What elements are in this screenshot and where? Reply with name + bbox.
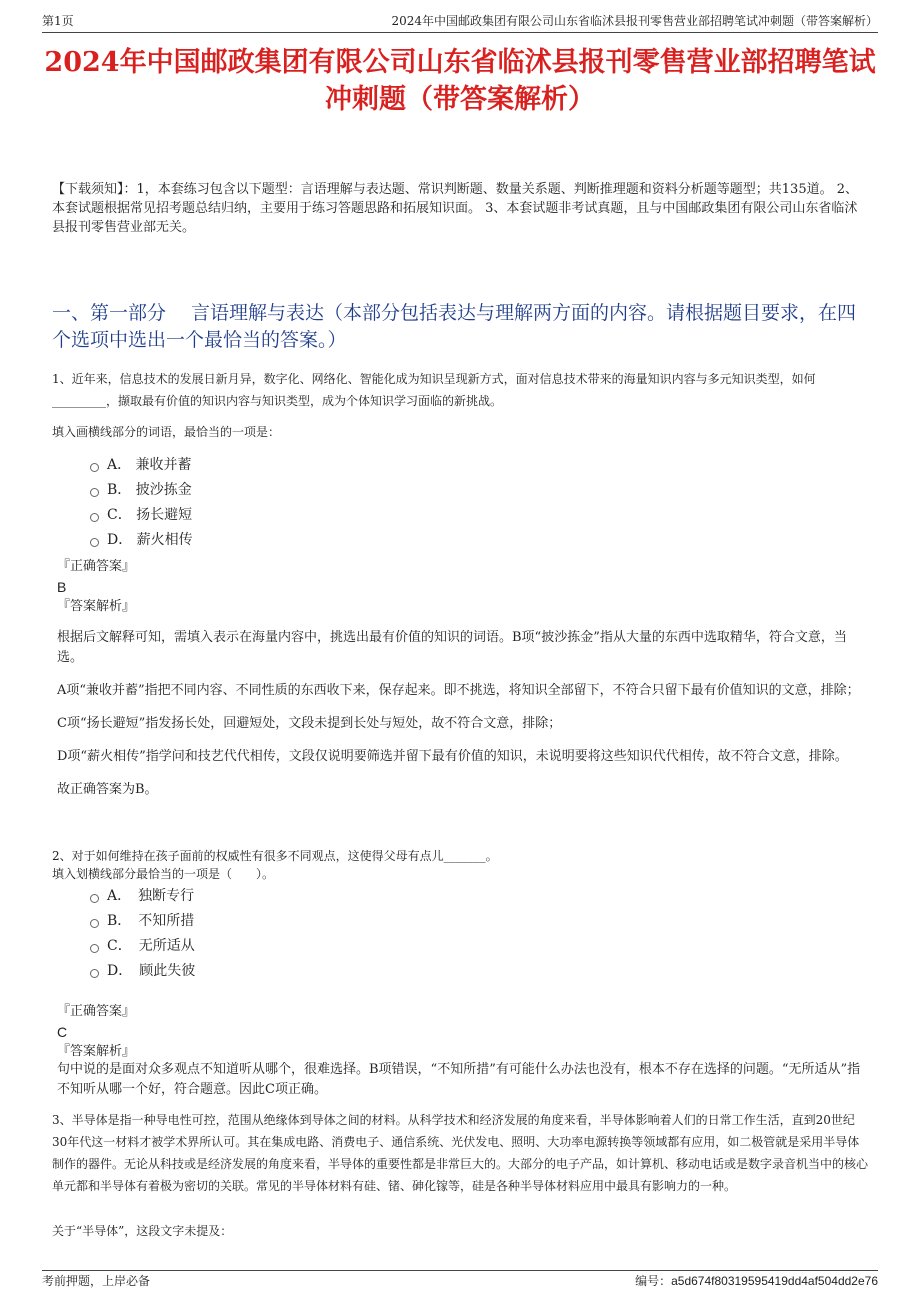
option-b[interactable]: B． 不知所措 xyxy=(90,909,195,934)
radio-icon[interactable] xyxy=(90,513,99,522)
code-label: 编号： xyxy=(635,1274,672,1288)
page-number: 第1页 xyxy=(42,14,74,28)
question-1-answer xyxy=(57,557,868,617)
analysis-paragraph: 句中说的是面对众多观点不知道听从哪个，很难选择。B项错误，“不知所措”有可能什么办法也没有，根本不存在选择的问题。“无所适从”指不知听从哪一个好，符合题意。因此C项正确。 xyxy=(57,1062,861,1097)
analysis-paragraph: D项“薪火相传”指学问和技艺代代相传，文段仅说明要筛选并留下最有价值的知识，未说明要将这些知识代代相传，故不符合文意，排除。 xyxy=(57,749,848,764)
question-3-stem: 3、半导体是指一种导电性可控，范围从绝缘体到导体之间的材料。从科学技术和经济发展的角度来看，半导体影响着人们的日常工作生活，直到20世纪30年代这一材料才被学术界所认可。其在集成电路、消费电子、通信系统、光伏发电、照明、大功率电源转换等领域都有应用，如二极管就是采用半导体制作的器件。无论从科技或是经济发展的角度来看，半导体的重要性都是非常巨大的。大部分的电子产品，如计算机、移动电话或是数字录音机当中的核心单元都和半导体有着极为密切的关联。常见的半导体材料有硅、锗、砷化镓等，硅是各种半导体材料应用中最具有影响力的一种。 xyxy=(52,1113,869,1193)
answer-label: 『正确答案』 xyxy=(57,559,136,574)
page-footer xyxy=(42,1270,878,1291)
question-1-analysis xyxy=(57,628,868,813)
page-header xyxy=(42,10,878,33)
analysis-paragraph: C项“扬长避短”指发扬长处，回避短处，文段未提到长处与短处，故不符合文意，排除； xyxy=(57,716,562,731)
question-2-stem: 2、对于如何维持在孩子面前的权威性有很多不同观点，这使得父母有点儿_______。 xyxy=(52,849,498,863)
question-2-answer xyxy=(57,1002,868,1062)
document-title: 2024年中国邮政集团有限公司山东省临沭县报刊零售营业部招聘笔试冲刺题（带答案解析） xyxy=(44,47,876,115)
option-a[interactable]: A． 兼收并蓄 xyxy=(90,453,193,478)
radio-icon[interactable] xyxy=(90,538,99,547)
download-notice: 【下载须知】：1，本套练习包含以下题型：言语理解与表达题、常识判断题、数量关系题、判断推理题和资料分析题等题型；共135道。 2、本套试题根据常见招考题总结归纳，主要用于练习答题思路和拓展知识面。 3、本套试题非考试真题，且与中国邮政集团有限公司山东省临沭县报刊零售营业部无关。 xyxy=(52,182,858,235)
option-d[interactable]: D． 顾此失彼 xyxy=(90,959,195,984)
question-2-analysis xyxy=(57,1060,868,1113)
option-c[interactable]: C． 扬长避短 xyxy=(90,503,193,528)
option-d[interactable]: D． 薪火相传 xyxy=(90,528,193,553)
footer-code xyxy=(635,1271,878,1291)
radio-icon[interactable] xyxy=(90,944,99,953)
question-1-stem: 1、近年来，信息技术的发展日新月异，数字化、网络化、智能化成为知识呈现新方式，面对信息技术带来的海量知识内容与多元知识类型，如何_________，撷取最有价值的知识内容与知识类型，成为个体知识学习面临的新挑战。 xyxy=(52,372,816,408)
question-2-prompt: 填入划横线部分最恰当的一项是（ ）。 xyxy=(52,867,275,881)
answer-value: B xyxy=(57,579,67,595)
section-heading: 一、第一部分 言语理解与表达（本部分包括表达与理解两方面的内容。请根据题目要求，在四个选项中选出一个最恰当的答案。） xyxy=(52,302,857,351)
question-2-options xyxy=(90,884,195,984)
footer-slogan: 考前押题，上岸必备 xyxy=(42,1274,151,1288)
answer-value: C xyxy=(57,1024,68,1040)
analysis-paragraph: A项“兼收并蓄”指把不同内容、不同性质的东西收下来，保存起来。即不挑选，将知识全部留下，不符合只留下最有价值知识的文意，排除； xyxy=(57,683,860,698)
radio-icon[interactable] xyxy=(90,969,99,978)
option-a[interactable]: A． 独断专行 xyxy=(90,884,195,909)
radio-icon[interactable] xyxy=(90,894,99,903)
analysis-paragraph: 根据后文解释可知，需填入表示在海量内容中，挑选出最有价值的知识的词语。B项“披沙拣金”指从大量的东西中选取精华，符合文意，当选。 xyxy=(57,630,847,665)
analysis-paragraph: 故正确答案为B。 xyxy=(57,782,158,797)
question-1-prompt: 填入画横线部分的词语，最恰当的一项是： xyxy=(52,425,281,439)
code-value: a5d674f80319595419dd4af504dd2e76 xyxy=(671,1274,878,1288)
answer-label: 『正确答案』 xyxy=(57,1004,136,1019)
option-c[interactable]: C． 无所适从 xyxy=(90,934,195,959)
radio-icon[interactable] xyxy=(90,463,99,472)
question-3-prompt: 关于“半导体”，这段文字未提及： xyxy=(52,1224,233,1238)
option-b[interactable]: B． 披沙拣金 xyxy=(90,478,193,503)
radio-icon[interactable] xyxy=(90,919,99,928)
analysis-label: 『答案解析』 xyxy=(57,1044,136,1059)
question-1-options xyxy=(90,453,193,553)
radio-icon[interactable] xyxy=(90,488,99,497)
analysis-label: 『答案解析』 xyxy=(57,599,136,614)
header-doc-title: 2024年中国邮政集团有限公司山东省临沭县报刊零售营业部招聘笔试冲刺题（带答案解析） xyxy=(391,14,878,28)
